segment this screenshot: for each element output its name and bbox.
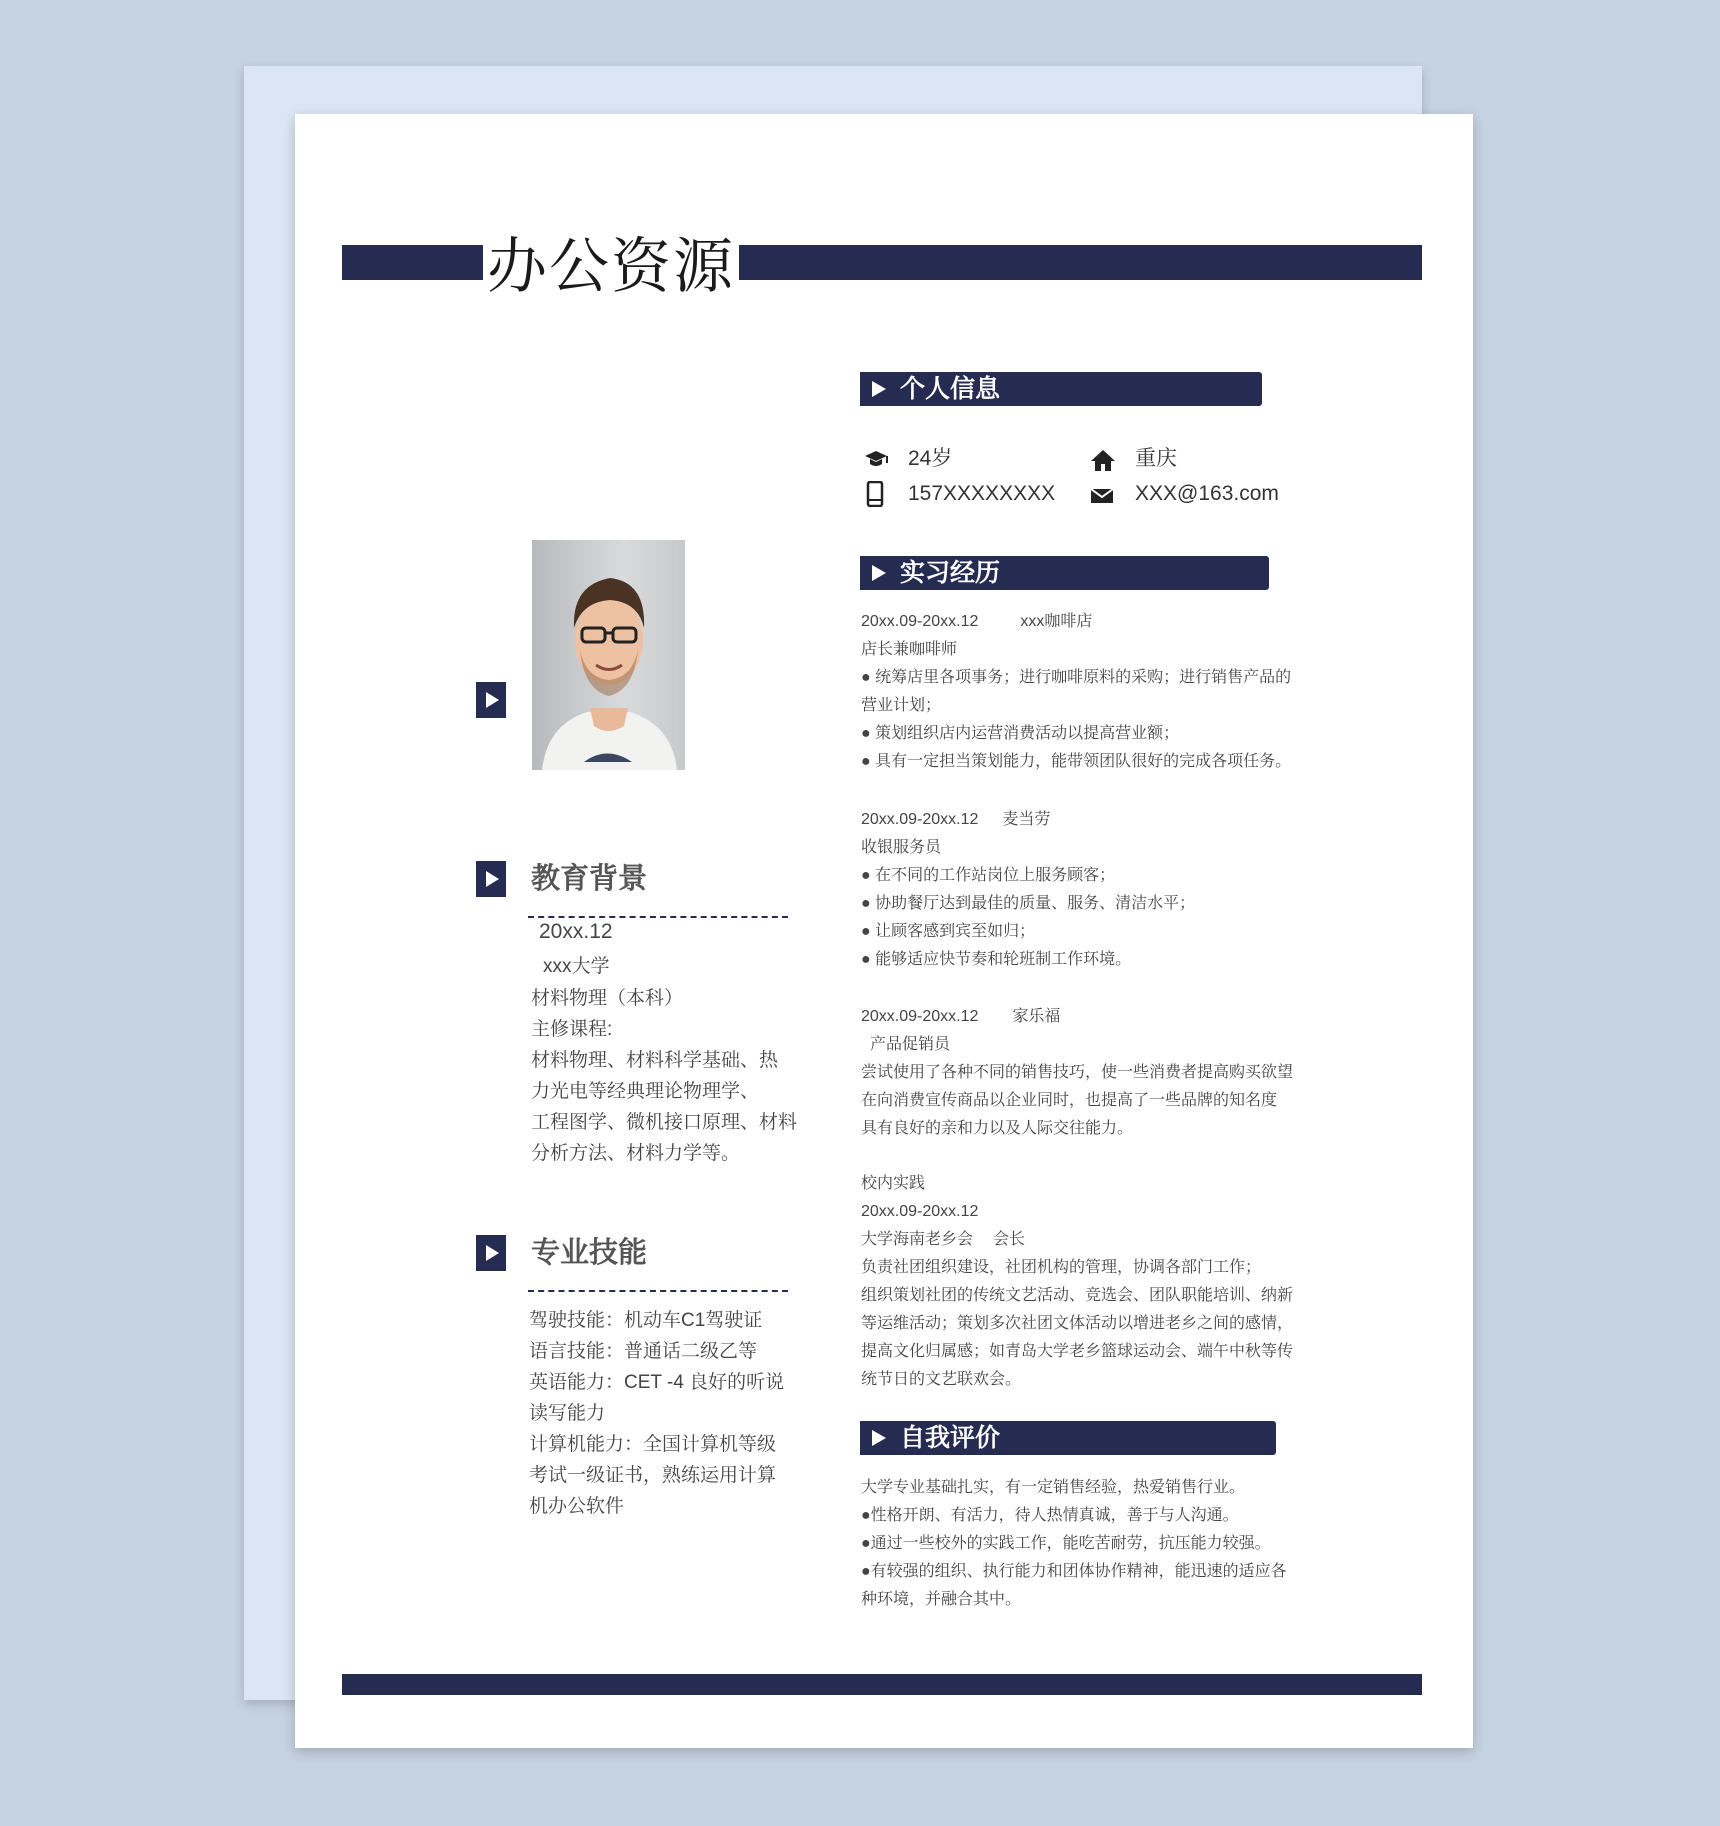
job-line: 营业计划；: [861, 697, 942, 714]
education-heading: 教育背景: [531, 863, 648, 895]
self-eval-line: 大学专业基础扎实，有一定销售经验，热爱销售行业。: [861, 1479, 1246, 1496]
envelope-icon: [1090, 487, 1114, 505]
job-3: [861, 1003, 1293, 1143]
job-line: ● 统筹店里各项事务；进行咖啡原料的采购；进行销售产品的: [861, 669, 1292, 686]
job-line: 在向消费宣传商品以企业同时，也提高了一些品牌的知名度: [861, 1092, 1278, 1109]
courses-line: 力光电等经典理论物理学、: [531, 1081, 760, 1102]
job-line: ● 在不同的工作站岗位上服务顾客；: [861, 867, 1116, 884]
education-date: 20xx.12: [539, 920, 613, 943]
campus-line: 统节日的文艺联欢会。: [861, 1371, 1022, 1388]
skill-line: 读写能力: [529, 1403, 606, 1424]
education-play-icon: [476, 861, 506, 897]
campus-date: 20xx.09-20xx.12: [861, 1203, 979, 1220]
play-icon: [872, 1430, 886, 1446]
job-role: 产品促销员: [870, 1036, 951, 1053]
job-line: ● 具有一定担当策划能力，能带领团队很好的完成各项任务。: [861, 753, 1292, 770]
skill-line: 驾驶技能：机动车C1驾驶证: [529, 1310, 763, 1331]
campus-line: 提高文化归属感；如青岛大学老乡篮球运动会、端午中秋等传: [861, 1343, 1294, 1360]
skill-line: 计算机能力：全国计算机等级: [529, 1434, 777, 1455]
job-role: 店长兼咖啡师: [861, 641, 958, 658]
job-company: 麦当劳: [1002, 811, 1051, 828]
campus-role: 会长: [993, 1231, 1026, 1248]
skills-list: [529, 1305, 784, 1522]
job-line: ● 策划组织店内运营消费活动以提高营业额；: [861, 725, 1180, 742]
personal-heading-bar: [860, 372, 1262, 406]
personal-heading: 个人信息: [900, 375, 1001, 403]
internship-heading: 实习经历: [900, 559, 1001, 587]
page-title: 办公资源: [483, 232, 739, 302]
skill-line: 机办公软件: [529, 1496, 625, 1517]
age-value: 24岁: [908, 447, 953, 470]
email-value: XXX@163.com: [1135, 482, 1279, 505]
self-eval-line: 种环境，并融合其中。: [861, 1591, 1022, 1608]
portrait-illustration: [532, 540, 685, 770]
self-eval-line: ●性格开朗、有活力，待人热情真诚，善于与人沟通。: [861, 1507, 1239, 1524]
job-company: xxx咖啡店: [1020, 613, 1093, 630]
job-role: 收银服务员: [861, 839, 942, 856]
job-line: 具有良好的亲和力以及人际交往能力。: [861, 1120, 1134, 1137]
self-eval-heading: 自我评价: [900, 1424, 1001, 1452]
self-eval-line: ●有较强的组织、执行能力和团体协作精神，能迅速的适应各: [861, 1563, 1287, 1580]
job-date: 20xx.09-20xx.12: [861, 811, 979, 828]
skill-line: 语言技能：普通话二级乙等: [529, 1341, 758, 1362]
campus-label: 校内实践: [861, 1175, 926, 1192]
campus-line: 负责社团组织建设，社团机构的管理，协调各部门工作；: [861, 1259, 1262, 1276]
skills-divider: [528, 1290, 788, 1292]
home-icon: [1090, 448, 1116, 472]
phone-icon: [865, 481, 885, 507]
play-icon: [872, 381, 886, 397]
city-item: [1090, 444, 1177, 474]
courses-line: 工程图学、微机接口原理、材料: [531, 1112, 798, 1133]
job-date: 20xx.09-20xx.12: [861, 1008, 979, 1025]
footer-bar: [342, 1674, 1422, 1695]
self-eval-heading-bar: [860, 1421, 1276, 1455]
courses-list: [531, 1045, 797, 1169]
city-value: 重庆: [1135, 447, 1177, 470]
profile-photo: [532, 540, 685, 770]
job-line: 尝试使用了各种不同的销售技巧，使一些消费者提高购买欲望: [861, 1064, 1294, 1081]
campus-org: 大学海南老乡会: [861, 1231, 974, 1248]
skills-play-icon: [476, 1235, 506, 1271]
education-school: xxx大学: [543, 956, 610, 977]
play-icon: [872, 565, 886, 581]
internship-heading-bar: [860, 556, 1269, 590]
education-major: 材料物理（本科）: [531, 988, 684, 1009]
job-line: ● 能够适应快节奏和轮班制工作环境。: [861, 951, 1132, 968]
graduation-cap-icon: [863, 448, 889, 470]
job-2: [861, 806, 1195, 974]
job-header: [861, 806, 1195, 834]
photo-play-icon: [476, 682, 506, 718]
phone-value: 157XXXXXXXX: [908, 482, 1056, 505]
job-header: [861, 608, 1291, 636]
job-line: ● 让顾客感到宾至如归；: [861, 923, 1036, 940]
campus-line: 组织策划社团的传统文艺活动、竞选会、团队职能培训、纳新: [861, 1287, 1294, 1304]
job-company: 家乐福: [1012, 1008, 1061, 1025]
campus-header: [861, 1226, 1293, 1254]
job-line: ● 协助餐厅达到最佳的质量、服务、清洁水平；: [861, 895, 1196, 912]
job-date: 20xx.09-20xx.12: [861, 613, 979, 630]
email-item: [1090, 479, 1279, 509]
self-eval-text: [861, 1474, 1287, 1614]
courses-line: 分析方法、材料力学等。: [531, 1143, 741, 1164]
courses-label: 主修课程:: [531, 1019, 613, 1040]
skill-line: 英语能力：CET -4 良好的听说: [529, 1372, 785, 1393]
job-header: [861, 1003, 1293, 1031]
self-eval-line: ●通过一些校外的实践工作，能吃苦耐劳，抗压能力较强。: [861, 1535, 1271, 1552]
resume-page: [295, 114, 1473, 1748]
job-1: [861, 608, 1291, 776]
phone-item: [863, 479, 1055, 509]
campus-practice: [861, 1170, 1293, 1394]
courses-line: 材料物理、材料科学基础、热: [531, 1050, 779, 1071]
skill-line: 考试一级证书，熟练运用计算: [529, 1465, 777, 1486]
skills-heading: 专业技能: [531, 1237, 648, 1269]
campus-line: 等运维活动；策划多次社团文体活动以增进老乡之间的感情，: [861, 1315, 1294, 1332]
age-item: [863, 444, 952, 474]
